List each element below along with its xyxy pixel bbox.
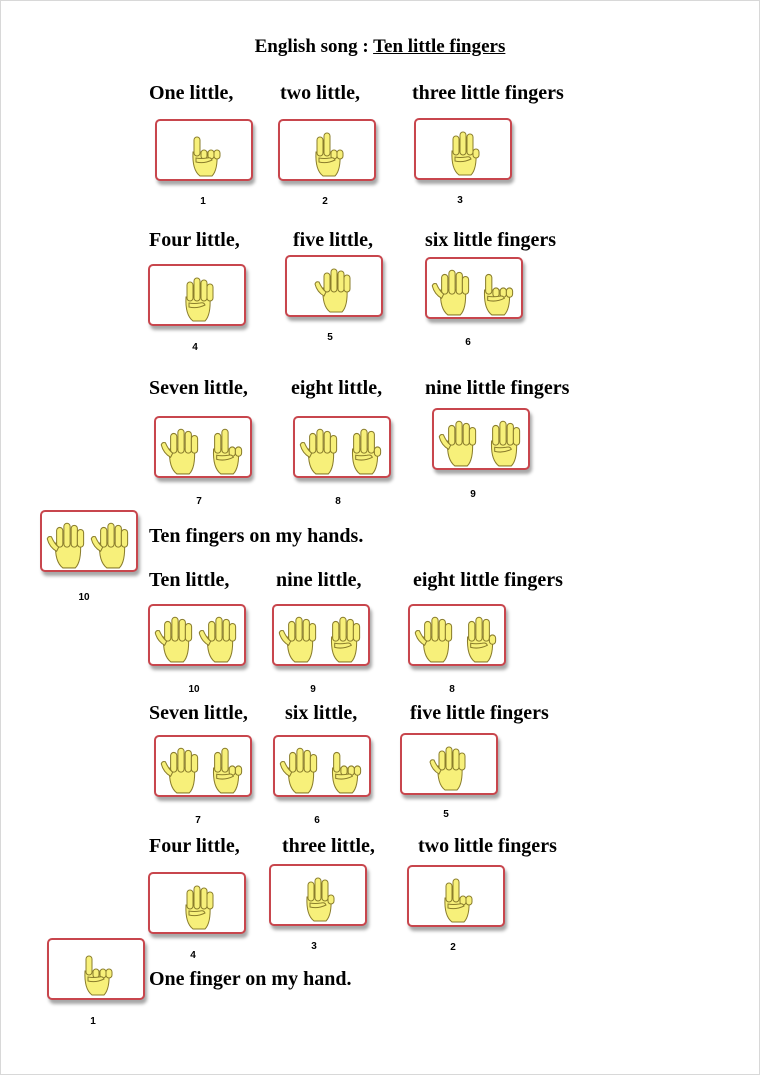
- hand-icon: [177, 270, 217, 324]
- card-number-label: 5: [443, 809, 449, 820]
- card-number-label: 7: [195, 815, 201, 826]
- lyric-verse4: Ten fingers on my hands.: [149, 525, 364, 547]
- lyric-verse6-b: six little,: [285, 702, 358, 724]
- card-number-label: 10: [188, 684, 200, 695]
- hand-icon: [278, 741, 322, 795]
- card-number-label: 4: [192, 342, 198, 353]
- lyric-verse2-b: five little,: [293, 229, 373, 251]
- hand-icon: [342, 422, 386, 476]
- card-number-label: 10: [78, 592, 90, 603]
- card-number-label: 9: [310, 684, 316, 695]
- hand-icon: [177, 878, 217, 932]
- lyric-verse5-a: Ten little,: [149, 569, 230, 591]
- hand-icon: [197, 610, 241, 664]
- lyric-verse2-a: Four little,: [149, 229, 240, 251]
- eight-fingers-hands-icon: [293, 416, 391, 478]
- lyric-verse5-c: eight little fingers: [413, 569, 563, 591]
- ten-fingers-hands-icon: [40, 510, 138, 572]
- hand-icon: [153, 610, 197, 664]
- one-finger-hand-icon: [155, 119, 253, 181]
- hand-icon: [45, 516, 89, 570]
- card-number-label: 5: [327, 332, 333, 343]
- hand-icon: [159, 741, 203, 795]
- four-fingers-hand-icon: [148, 872, 246, 934]
- hand-icon: [314, 261, 354, 315]
- hand-icon: [89, 516, 133, 570]
- lyric-verse3-a: Seven little,: [149, 377, 248, 399]
- eight-fingers-hands-icon: [408, 604, 506, 666]
- lyric-verse6-c: five little fingers: [410, 702, 549, 724]
- hand-icon: [203, 422, 247, 476]
- card-number-label: 4: [190, 950, 196, 961]
- nine-fingers-hands-icon: [272, 604, 370, 666]
- title-prefix: English song :: [254, 36, 374, 57]
- hand-icon: [76, 944, 116, 998]
- title-song-name: Ten little fingers: [373, 36, 506, 57]
- lyric-verse1-a: One little,: [149, 82, 234, 104]
- hand-icon: [430, 263, 474, 317]
- lyric-verse5-b: nine little,: [276, 569, 362, 591]
- five-fingers-hand-icon: [285, 255, 383, 317]
- lyric-verse2-c: six little fingers: [425, 229, 557, 251]
- hand-icon: [322, 741, 366, 795]
- hand-icon: [436, 871, 476, 925]
- hand-icon: [184, 125, 224, 179]
- hand-icon: [298, 422, 342, 476]
- hand-icon: [481, 414, 525, 468]
- seven-fingers-hands-icon: [154, 735, 252, 797]
- lyric-verse1-c: three little fingers: [412, 82, 564, 104]
- card-number-label: 1: [90, 1016, 96, 1027]
- two-fingers-hand-icon: [407, 865, 505, 927]
- hand-icon: [437, 414, 481, 468]
- card-number-label: 2: [450, 942, 456, 953]
- lyric-verse7-b: three little,: [282, 835, 375, 857]
- ten-fingers-hands-icon: [148, 604, 246, 666]
- three-fingers-hand-icon: [414, 118, 512, 180]
- six-fingers-hands-icon: [273, 735, 371, 797]
- hand-icon: [298, 870, 338, 924]
- lyric-verse7-c: two little fingers: [418, 835, 557, 857]
- lyric-verse6-a: Seven little,: [149, 702, 248, 724]
- three-fingers-hand-icon: [269, 864, 367, 926]
- hand-icon: [443, 124, 483, 178]
- card-number-label: 8: [335, 496, 341, 507]
- card-number-label: 6: [465, 337, 471, 348]
- lyric-verse8: One finger on my hand.: [149, 968, 352, 990]
- card-number-label: 8: [449, 684, 455, 695]
- card-number-label: 3: [311, 941, 317, 952]
- hand-icon: [457, 610, 501, 664]
- card-number-label: 7: [196, 496, 202, 507]
- hand-icon: [203, 741, 247, 795]
- hand-icon: [159, 422, 203, 476]
- card-number-label: 6: [314, 815, 320, 826]
- page-title: [0, 36, 760, 58]
- lyric-verse7-a: Four little,: [149, 835, 240, 857]
- hand-icon: [429, 739, 469, 793]
- lyric-verse3-b: eight little,: [291, 377, 383, 399]
- card-number-label: 9: [470, 489, 476, 500]
- four-fingers-hand-icon: [148, 264, 246, 326]
- seven-fingers-hands-icon: [154, 416, 252, 478]
- two-fingers-hand-icon: [278, 119, 376, 181]
- hand-icon: [413, 610, 457, 664]
- card-number-label: 3: [457, 195, 463, 206]
- six-fingers-hands-icon: [425, 257, 523, 319]
- one-finger-hand-icon: [47, 938, 145, 1000]
- nine-fingers-hands-icon: [432, 408, 530, 470]
- hand-icon: [277, 610, 321, 664]
- hand-icon: [321, 610, 365, 664]
- hand-icon: [307, 125, 347, 179]
- five-fingers-hand-icon: [400, 733, 498, 795]
- card-number-label: 1: [200, 196, 206, 207]
- card-number-label: 2: [322, 196, 328, 207]
- lyric-verse1-b: two little,: [280, 82, 360, 104]
- lyric-verse3-c: nine little fingers: [425, 377, 570, 399]
- hand-icon: [474, 263, 518, 317]
